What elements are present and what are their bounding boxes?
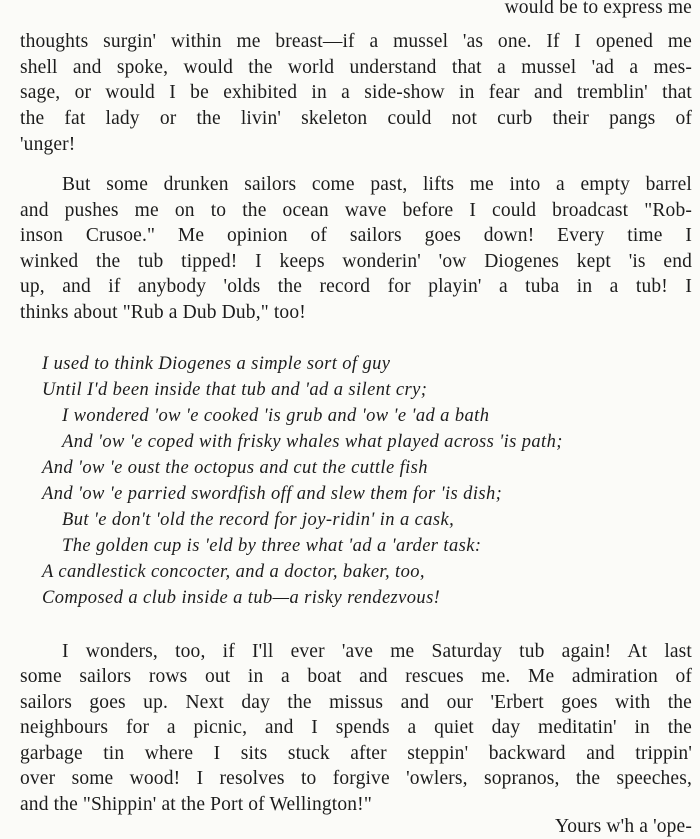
poem-line: And 'ow 'e parried swordfish off and slew them for 'is dish; [42,484,503,504]
text-line: up, and if anybody 'olds the record for playin' a tuba in a tub! I [20,276,692,297]
poem-line: And 'ow 'e oust the octopus and cut the cuttle fish [42,458,428,478]
poem-line: Composed a club inside a tub—a risky rendezvous! [42,588,441,608]
text-line: garbage tin where I sits stuck after steppin' backward and trippin' [20,743,692,764]
text-line: thoughts surgin' within me breast—if a mussel 'as one. If I opened me [20,31,692,52]
text-line: would be to express me [504,0,692,18]
text-line: neighbours for a picnic, and I spends a quiet day meditatin' in the [20,717,692,738]
poem-line: I used to think Diogenes a simple sort of guy [42,354,391,374]
text-line: over some wood! I resolves to forgive 'owlers, sopranos, the speeches, [20,768,692,789]
poem-line: I wondered 'ow 'e cooked 'is grub and 'ow 'e 'ad a bath [62,406,490,426]
poem-line: But 'e don't 'old the record for joy-ridin' in a cask, [62,510,455,530]
closing-line: Yours w'h a 'ope- [554,816,692,837]
poem-line: Until I'd been inside that tub and 'ad a silent cry; [42,380,428,400]
text-line: I wonders, too, if I'll ever 'ave me Saturday tub again! At last [62,641,692,662]
text-line: the fat lady or the livin' skeleton could not curb their pangs of [20,108,692,129]
text-line: shell and spoke, would the world understand that a mussel 'ad a mes- [20,57,692,78]
text-line: and the "Shippin' at the Port of Wellington!" [20,794,372,815]
text-line: 'unger! [20,134,76,155]
text-line: inson Crusoe." Me opinion of sailors goes down! Every time I [20,225,692,246]
poem-line: The golden cup is 'eld by three what 'ad a 'arder task: [62,536,482,556]
poem-line: And 'ow 'e coped with frisky whales what played across 'is path; [62,432,563,452]
text-line: sage, or would I be exhibited in a side-show in fear and tremblin' that [20,82,692,103]
text-line: winked the tub tipped! I keeps wonderin' 'ow Diogenes kept 'is end [20,251,692,272]
text-line: some sailors rows out in a boat and rescues me. Me admiration of [20,666,692,687]
text-line: But some drunken sailors come past, lifts me into a empty barrel [62,174,692,195]
poem-line: A candlestick concocter, and a doctor, baker, too, [42,562,425,582]
text-line: thinks about "Rub a Dub Dub," too! [20,302,306,323]
text-line: sailors goes up. Next day the missus and our 'Erbert goes with the [20,692,692,713]
text-line: and pushes me on to the ocean wave before I could broadcast "Rob- [20,200,692,221]
